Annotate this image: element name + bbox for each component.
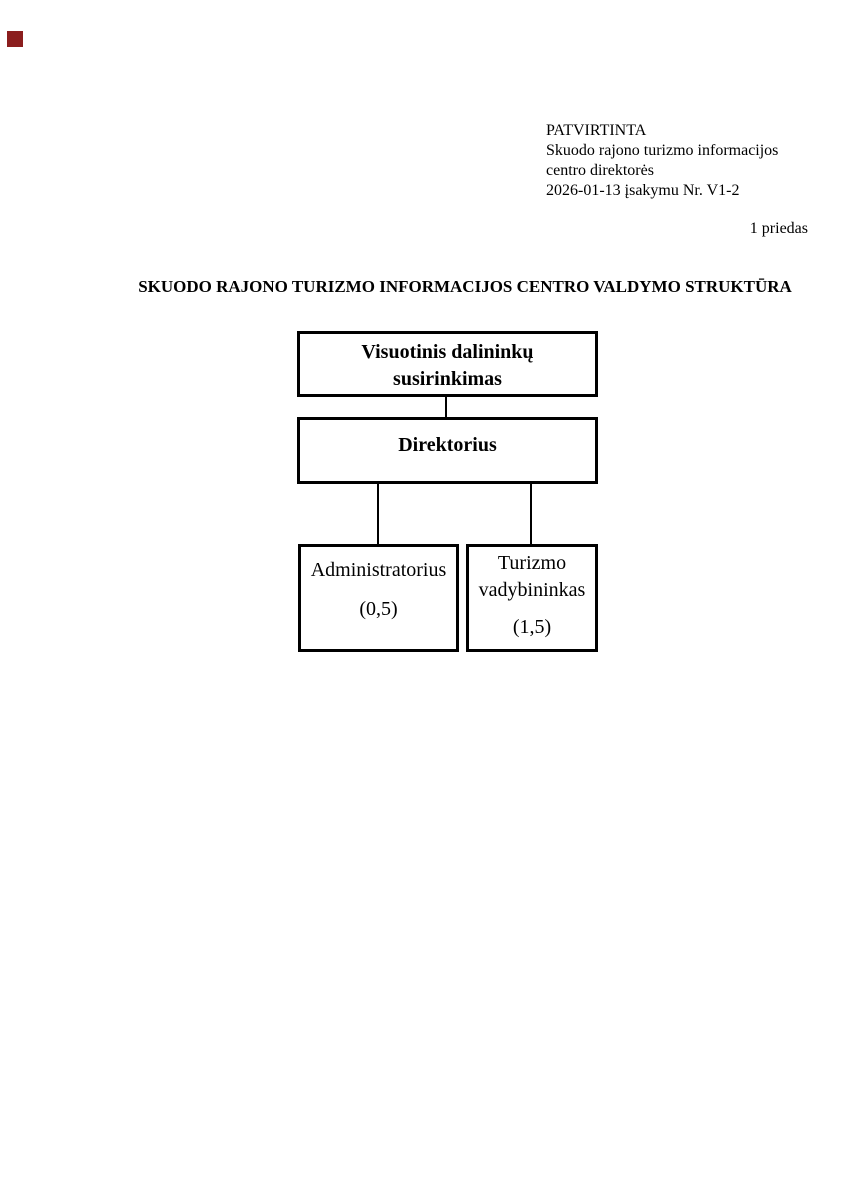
red-square-marker bbox=[7, 31, 23, 47]
org-box-administrator bbox=[298, 544, 459, 652]
approval-line: centro direktorės bbox=[546, 162, 654, 179]
org-box-label: Turizmo vadybininkas bbox=[478, 552, 586, 601]
org-box-label: Visuotinis dalininkų susirinkimas bbox=[361, 341, 534, 390]
page-title: SKUODO RAJONO TURIZMO INFORMACIJOS CENTRO VALDYMO STRUKTŪRA bbox=[138, 277, 792, 296]
staff-count: (1,5) bbox=[512, 616, 552, 638]
connector-root-director bbox=[445, 397, 447, 417]
approval-line: Skuodo rajono turizmo informacijos bbox=[546, 142, 779, 159]
staff-count: (0,5) bbox=[359, 598, 398, 620]
approval-block bbox=[546, 121, 778, 201]
connector-director-administrator bbox=[377, 484, 379, 544]
connector-director-tourism-manager bbox=[530, 484, 532, 544]
approval-line: PATVIRTINTA bbox=[546, 122, 647, 139]
org-box-label: Direktorius bbox=[398, 434, 497, 456]
annex-label: 1 priedas bbox=[749, 220, 808, 237]
org-box-shareholders-meeting bbox=[297, 331, 598, 397]
org-box-director bbox=[297, 417, 598, 484]
org-box-tourism-manager bbox=[466, 544, 598, 652]
org-box-label: Administratorius bbox=[310, 559, 447, 581]
approval-line: 2026-01-13 įsakymu Nr. V1-2 bbox=[546, 182, 740, 199]
